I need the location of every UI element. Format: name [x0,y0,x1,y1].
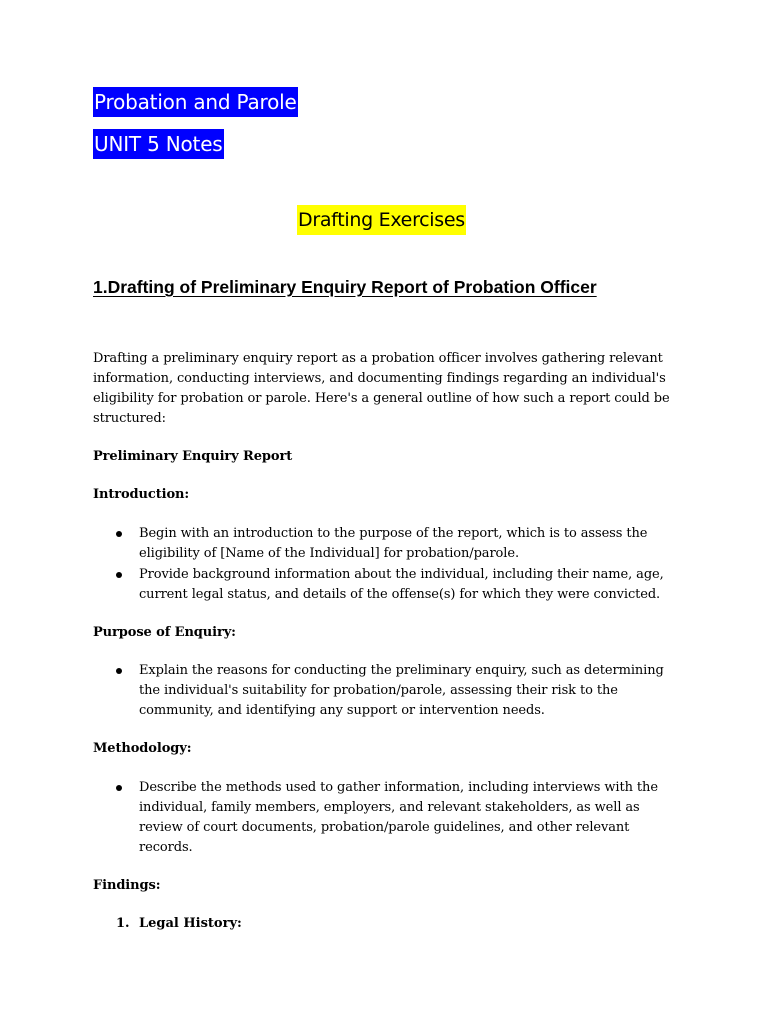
bullet-icon [116,572,122,578]
list-item: Describe the methods used to gather information, including interviews with the individual, family members, employers, and relevant stakeholders, as well as review of court documents, probation/parole guidelines, and other relevant records. [139,780,658,855]
purpose-heading: Purpose of Enquiry: [93,625,236,640]
section-subtitle: Drafting Exercises [297,205,466,235]
findings-heading: Findings: [93,878,161,893]
section-heading: 1.Drafting of Preliminary Enquiry Report of Probation Officer [93,277,597,297]
list-item: Explain the reasons for conducting the preliminary enquiry, such as determining the individual's suitability for probation/parole, assessing their risk to the community, and identifying any support or intervention needs. [139,663,664,718]
introduction-heading: Introduction: [93,487,190,502]
findings-item-legal-history: Legal History: [139,916,242,931]
bullet-icon [116,668,122,674]
methodology-heading: Methodology: [93,741,192,756]
unit-title: UNIT 5 Notes [93,129,224,159]
list-item: Begin with an introduction to the purpose of the report, which is to assess the eligibility of [Name of the Individual] for probation/parole. [139,526,648,561]
bullet-icon [116,531,122,537]
intro-paragraph: Drafting a preliminary enquiry report as a probation officer involves gathering relevant information, conducting interviews, and documenting findings regarding an individual's eligibility for probation or parole. Here's a general outline of how such a report could be structured: [93,351,670,426]
list-number: 1. [116,916,130,931]
list-item: Provide background information about the individual, including their name, age, current legal status, and details of the offense(s) for which they were convicted. [139,567,664,602]
report-title: Preliminary Enquiry Report [93,449,293,464]
document-title: Probation and Parole [93,87,298,117]
bullet-icon [116,785,122,791]
